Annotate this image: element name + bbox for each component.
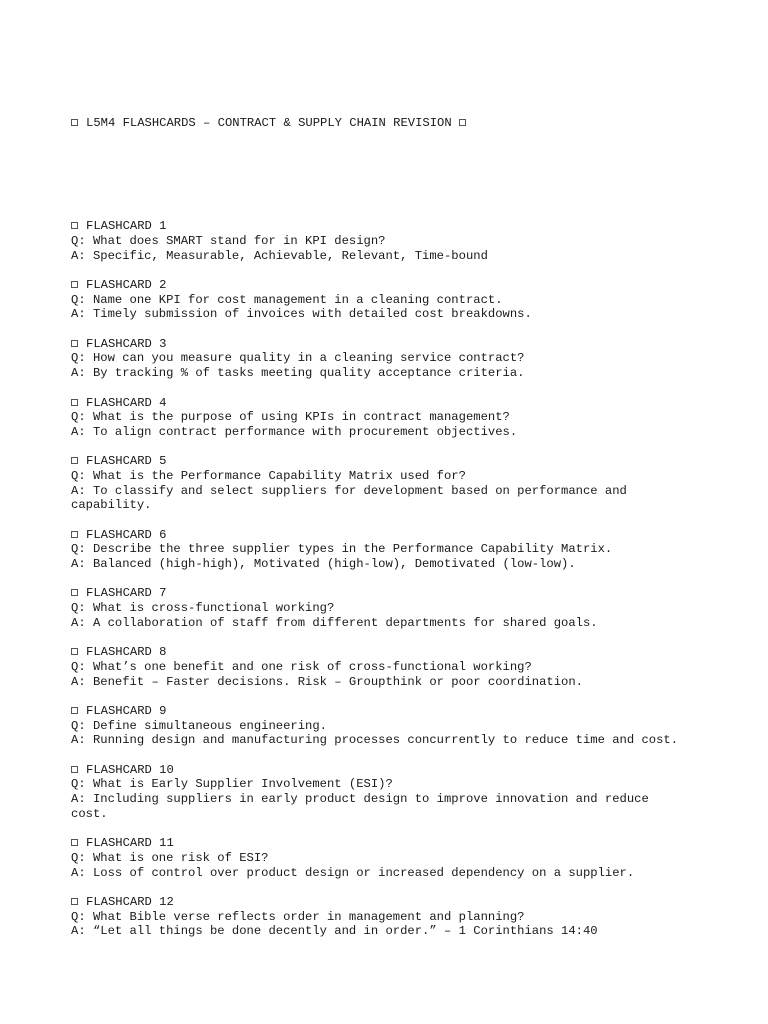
flashcard	[71, 278, 751, 337]
flashcard-answer: A: To align contract performance with procurement objectives.	[71, 424, 518, 439]
flashcard	[71, 528, 751, 587]
flashcard-heading	[71, 704, 751, 719]
flashcard	[71, 763, 751, 836]
flashcard-answer: A: Running design and manufacturing processes concurrently to reduce time and cost.	[71, 733, 679, 748]
box-bullet-icon	[71, 222, 78, 229]
flashcard-heading	[71, 337, 751, 352]
flashcard-question: Q: What does SMART stand for in KPI design?	[71, 233, 386, 248]
flashcard-heading	[71, 763, 751, 778]
flashcard	[71, 895, 751, 939]
box-bullet-icon	[71, 531, 78, 538]
flashcard	[71, 337, 751, 396]
flashcard-question: Q: Name one KPI for cost management in a cleaning contract.	[71, 292, 503, 307]
flashcard-heading	[71, 836, 751, 851]
flashcard-answer: A: Benefit – Faster decisions. Risk – Groupthink or poor coordination.	[71, 674, 583, 689]
box-bullet-icon	[71, 399, 78, 406]
flashcard-answer: A: Including suppliers in early product design to improve innovation and reduce	[71, 792, 649, 807]
flashcard-answer: A: Specific, Measurable, Achievable, Relevant, Time-bound	[71, 248, 488, 263]
flashcard	[71, 645, 751, 704]
flashcard-answer: A: Timely submission of invoices with detailed cost breakdowns.	[71, 307, 532, 322]
box-bullet-icon	[71, 839, 78, 846]
document-page	[71, 87, 751, 954]
flashcard-label: FLASHCARD 12	[86, 894, 174, 909]
box-bullet-icon	[71, 766, 78, 773]
flashcard-answer: A: Loss of control over product design or increased dependency on a supplier.	[71, 865, 635, 880]
flashcard-answer: A: By tracking % of tasks meeting quality acceptance criteria.	[71, 366, 525, 381]
flashcard	[71, 396, 751, 455]
document-title: L5M4 FLASHCARDS – CONTRACT & SUPPLY CHAIN REVISION	[86, 116, 452, 131]
flashcard-answer: A: “Let all things be done decently and in order.” – 1 Corinthians 14:40	[71, 924, 598, 939]
flashcard-heading	[71, 895, 751, 910]
flashcard-label: FLASHCARD 10	[86, 762, 174, 777]
flashcard	[71, 454, 751, 527]
flashcard-question: Q: What is cross-functional working?	[71, 601, 335, 616]
box-bullet-icon	[459, 119, 466, 126]
flashcard-answer-continued: capability.	[71, 498, 152, 513]
flashcard-heading	[71, 278, 751, 293]
box-bullet-icon	[71, 707, 78, 714]
flashcard-question: Q: What is one risk of ESI?	[71, 850, 269, 865]
flashcard	[71, 836, 751, 895]
flashcard-heading	[71, 454, 751, 469]
flashcard-heading	[71, 528, 751, 543]
flashcard-answer-continued: cost.	[71, 806, 108, 821]
flashcard-question: Q: What is Early Supplier Involvement (ESI)?	[71, 777, 393, 792]
flashcard-label: FLASHCARD 5	[86, 454, 167, 469]
flashcard-question: Q: Describe the three supplier types in the Performance Capability Matrix.	[71, 542, 613, 557]
flashcard-label: FLASHCARD 3	[86, 336, 167, 351]
flashcard-answer: A: A collaboration of staff from different departments for shared goals.	[71, 615, 598, 630]
flashcard-question: Q: Define simultaneous engineering.	[71, 718, 327, 733]
flashcard-label: FLASHCARD 9	[86, 703, 167, 718]
flashcard	[71, 704, 751, 763]
flashcard-label: FLASHCARD 4	[86, 395, 167, 410]
flashcard-answer: A: To classify and select suppliers for development based on performance and	[71, 483, 627, 498]
flashcard-heading	[71, 586, 751, 601]
flashcard-label: FLASHCARD 1	[86, 219, 167, 234]
box-bullet-icon	[71, 340, 78, 347]
flashcard-question: Q: What is the purpose of using KPIs in contract management?	[71, 410, 510, 425]
box-bullet-icon	[71, 589, 78, 596]
flashcard	[71, 586, 751, 645]
flashcard-heading	[71, 219, 751, 234]
document-title-line	[71, 116, 751, 131]
flashcard-question: Q: What is the Performance Capability Matrix used for?	[71, 468, 466, 483]
flashcard-label: FLASHCARD 7	[86, 586, 167, 601]
box-bullet-icon	[71, 457, 78, 464]
box-bullet-icon	[71, 648, 78, 655]
flashcard-heading	[71, 396, 751, 411]
flashcard-question: Q: What Bible verse reflects order in management and planning?	[71, 909, 525, 924]
flashcard-label: FLASHCARD 2	[86, 278, 167, 293]
box-bullet-icon	[71, 119, 78, 126]
flashcard-label: FLASHCARD 6	[86, 527, 167, 542]
flashcard-answer: A: Balanced (high-high), Motivated (high-low), Demotivated (low-low).	[71, 557, 576, 572]
flashcard-heading	[71, 645, 751, 660]
flashcard-label: FLASHCARD 8	[86, 645, 167, 660]
flashcard	[71, 219, 751, 278]
flashcard-label: FLASHCARD 11	[86, 836, 174, 851]
flashcard-list	[71, 219, 751, 939]
flashcard-question: Q: How can you measure quality in a cleaning service contract?	[71, 351, 525, 366]
flashcard-question: Q: What’s one benefit and one risk of cross-functional working?	[71, 659, 532, 674]
box-bullet-icon	[71, 281, 78, 288]
box-bullet-icon	[71, 898, 78, 905]
